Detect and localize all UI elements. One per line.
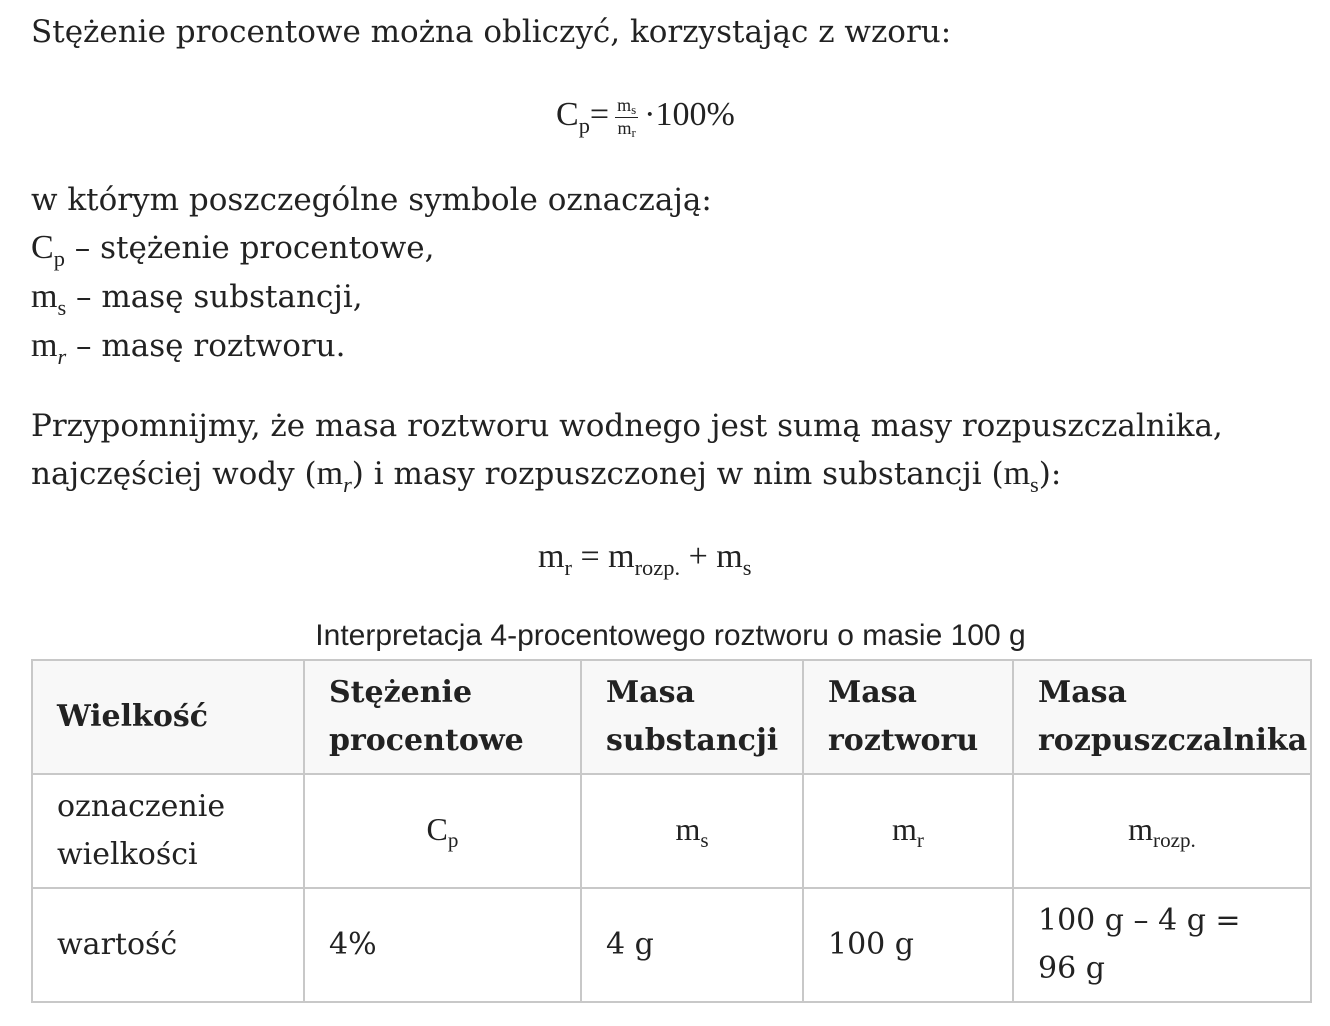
header-solution-mass: Masa roztworu: [803, 660, 1013, 774]
header-percent-concentration: Stężenie procentowe: [304, 660, 581, 774]
formula-fraction: $\frac{ms}{mr}$: [617, 94, 637, 140]
table-row: [32, 774, 1311, 888]
formula-percent-concentration: $C_p=$ $\frac{ms}{mr}$ ·100%: [556, 94, 735, 140]
cell-symbol-cp: $C_p$: [304, 774, 581, 888]
table-row: [32, 888, 1311, 1002]
row-label-symbol: oznaczenie wielkości: [32, 774, 304, 888]
header-substance-mass: Masa substancji: [581, 660, 803, 774]
header-quantity: Wielkość: [32, 660, 304, 774]
symbol-line-cp: $C_p$ – stężenie procentowe,: [31, 229, 435, 271]
reminder-line-1: Przypomnijmy, że masa roztworu wodnego jest sumą masy rozpuszczalnika,: [31, 408, 1223, 444]
formula-cp: $C_p$: [556, 96, 590, 138]
cell-value-mrozp: 100 g – 4 g = 96 g: [1013, 888, 1311, 1002]
formula-solution-mass: $m_r = m_{rozp.} + m_s$: [538, 538, 752, 580]
cell-value-cp: 4%: [304, 888, 581, 1002]
cell-symbol-mr: $m_r$: [803, 774, 1013, 888]
header-solvent-mass: Masa rozpuszczalnika: [1013, 660, 1311, 774]
reminder-line-2: najczęściej wody $(m_r)$ i masy rozpuszczonej w nim substancji $(m_s)$:: [31, 455, 1062, 497]
concentration-table: [31, 659, 1312, 1003]
table-caption: Interpretacja 4-procentowego roztworu o masie 100 g: [315, 619, 1026, 652]
table-header-row: [32, 660, 1311, 774]
formula-tail: ·100%: [644, 96, 735, 133]
cell-value-ms: 4 g: [581, 888, 803, 1002]
cell-symbol-ms: $m_s$: [581, 774, 803, 888]
row-label-value: wartość: [32, 888, 304, 1002]
symbols-intro: w którym poszczególne symbole oznaczają:: [31, 182, 712, 218]
symbol-line-ms: $m_s$ – masę substancji,: [31, 278, 363, 320]
cell-value-mr: 100 g: [803, 888, 1013, 1002]
intro-text: Stężenie procentowe można obliczyć, korzystając z wzoru:: [31, 14, 952, 50]
cell-symbol-mrozp: $m_{rozp.}$: [1013, 774, 1311, 888]
symbol-line-mr: $m_r$ – masę roztworu.: [31, 327, 346, 369]
